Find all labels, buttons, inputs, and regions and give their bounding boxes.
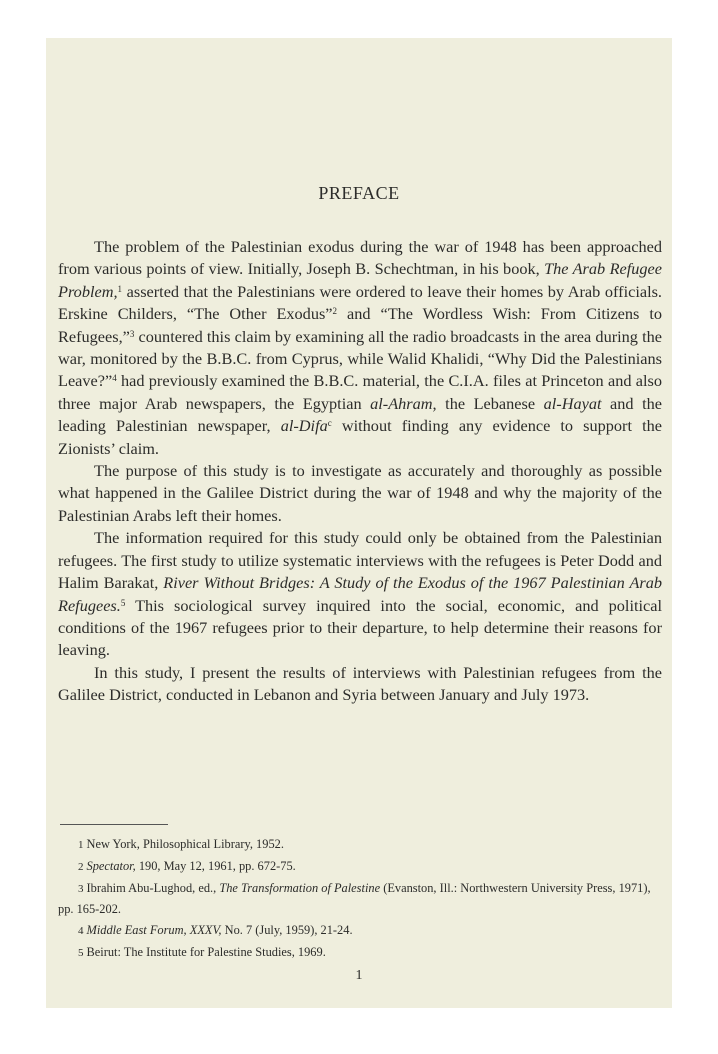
italic-text: al-Hayat: [543, 393, 602, 413]
text-run: asserted that the Palestinians were ordered to leave their homes by Arab officials. Erskine Childers, “The Other Exodus”: [58, 281, 662, 324]
text-run: 190, May 12, 1961, pp. 672-75.: [135, 858, 296, 873]
text-run: without finding any evidence to support the Zionists’ claim.: [58, 416, 662, 458]
footnote-number: 5: [78, 946, 84, 959]
text-run: Ibrahim Abu-Lughod, ed.,: [86, 880, 220, 895]
page-number: 1: [355, 968, 363, 983]
preface-body: [58, 236, 662, 707]
footnote-divider: [60, 824, 168, 825]
paragraph: [58, 460, 662, 527]
footnote-number: 1: [78, 839, 84, 851]
superscript-mark: 1: [117, 283, 123, 294]
footnote: [58, 920, 662, 942]
footnote: [58, 834, 662, 856]
footnote: [58, 856, 662, 878]
italic-text: al-Ahram,: [370, 393, 437, 413]
text-run: the Lebanese: [436, 393, 544, 413]
paragraph: [58, 527, 662, 661]
superscript-mark: 3: [129, 328, 135, 339]
paragraph: [58, 236, 662, 460]
italic-text: Middle East Forum, XXXV,: [86, 923, 222, 938]
footnote-number: 4: [78, 925, 84, 938]
footnote-number: 3: [78, 882, 84, 895]
text-run: This sociological survey inquired into the social, economic, and political conditions of the 1967 refugees prior to their departure, to help determine their reasons for leaving.: [58, 595, 662, 660]
text-run: The purpose of this study is to investigate as accurately and thoroughly as possible what happened in the Galilee District during the war of 1948 and why the majority of the Palestinian Arabs left their homes.: [58, 461, 662, 525]
superscript-mark: 2: [332, 306, 338, 317]
footnote: [58, 942, 662, 964]
superscript-mark: 5: [120, 597, 126, 608]
text-run: (Evanston, Ill.: Northwestern University Press, 1971), pp. 165-202.: [58, 880, 651, 917]
superscript-mark: 4: [112, 373, 117, 384]
superscript-mark: c: [327, 418, 332, 429]
text-run: Beirut: The Institute for Palestine Studies, 1969.: [86, 944, 326, 959]
text-run: No. 7 (July, 1959), 21-24.: [221, 923, 353, 938]
text-run: and “The Wordless Wish: From Citizens to Refugees,”: [58, 304, 662, 346]
page-title: PREFACE: [318, 183, 400, 203]
footnote-number: 2: [78, 860, 84, 873]
text-run: In this study, I present the results of interviews with Palestinian refugees from the Galilee District, conducted in Lebanon and Syria between January and July 1973.: [58, 662, 662, 705]
text-run: The problem of the Palestinian exodus during the war of 1948 has been approached from various points of view. Initially, Joseph B. Schechtman, in his book,: [58, 237, 662, 279]
italic-text: The Arab Refugee Problem,: [58, 259, 663, 301]
text-run: New York, Philosophical Library, 1952.: [86, 837, 284, 851]
italic-text: River Without Bridges: A Study of the Exodus of the 1967 Palestinian Arab Refugees.: [58, 573, 663, 615]
paragraph: [58, 662, 662, 707]
footnote: [58, 878, 662, 921]
text-run: and the leading Palestinian newspaper,: [58, 393, 662, 436]
italic-text: The Transformation of Palestine: [219, 880, 381, 895]
text-run: countered this claim by examining all the radio broadcasts in the area during the war, monitored by the B.B.C. from Cyprus, while Walid Khalidi, “Why Did the Palestinians Leave?”: [58, 326, 662, 391]
text-run: had previously examined the B.B.C. material, the C.I.A. files at Princeton and also three major Arab newspapers, the Egyptian: [58, 371, 662, 413]
text-run: The information required for this study could only be obtained from the Palestinian refugees. The first study to utilize systematic interviews with the refugees is Peter Dodd and Halim Barakat,: [58, 528, 662, 593]
italic-text: al-Difa: [280, 416, 328, 436]
footnotes: [58, 834, 662, 964]
italic-text: Spectator,: [86, 858, 136, 873]
book-page: [46, 38, 672, 1008]
